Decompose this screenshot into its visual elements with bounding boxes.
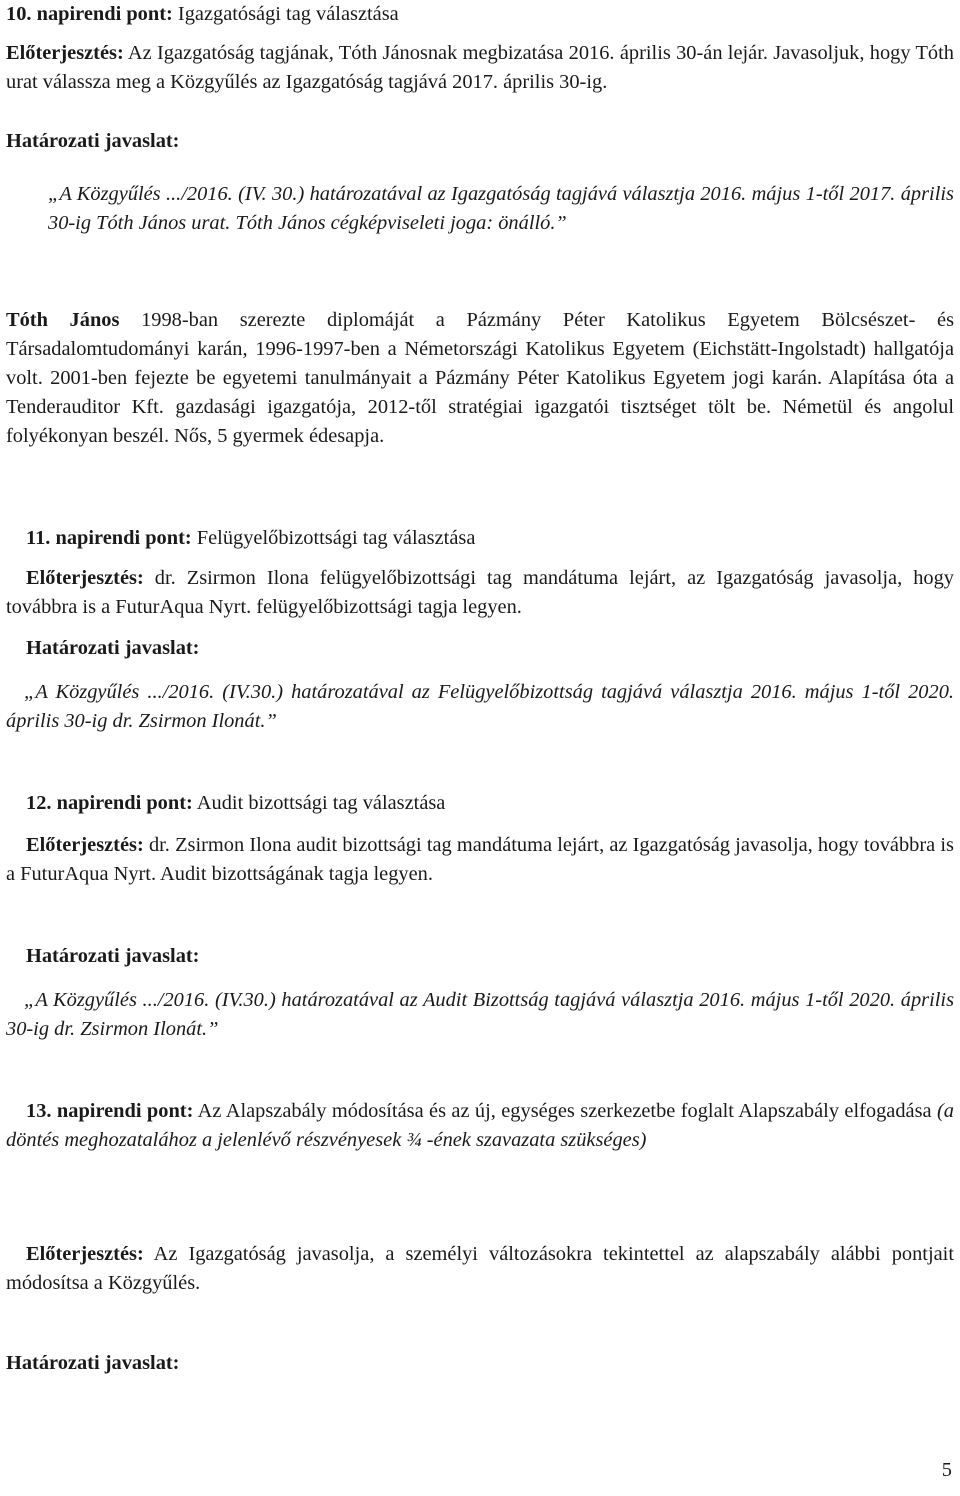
item13-proposal-text: Az Igazgatóság javasolja, a személyi változásokra tekintettel az alapszabály alábbi pontjait módosítsa a Közgyűlés. (6, 1243, 954, 1294)
item13-proposal-label: Előterjesztés: (26, 1243, 144, 1265)
item10-heading-label: napirendi pont: (36, 3, 173, 25)
item13-resolution-label: Határozati javaslat: (6, 1352, 180, 1374)
item13-heading-label: napirendi pont: (56, 1100, 194, 1122)
item12-heading-text: Audit bizottsági tag választása (196, 792, 446, 814)
item10-proposal-text: Az Igazgatóság tagjának, Tóth Jánosnak megbizatása 2016. április 30-án lejár. Javasoljuk, hogy Tóth urat válassza meg a Közgyűlés az Igazgatóság tagjává 2017. április 30-ig. (6, 42, 954, 93)
item10-number: 10. (6, 3, 32, 25)
item10-bio-name: Tóth János (6, 309, 120, 331)
item10-bio (6, 306, 954, 451)
item11-resolution-text: „A Közgyűlés .../2016. (IV.30.) határozatával az Felügyelőbizottság tagjává választja 2016. május 1-től 2020. április 30-ig dr. Zsirmon Ilonát.” (6, 681, 954, 732)
item12-proposal (6, 831, 954, 889)
item10-heading (6, 0, 954, 29)
item12-heading (6, 789, 954, 818)
item13-heading-text: Az Alapszabály módosítása és az új, egységes szerkezetbe foglalt Alapszabály elfogadása (197, 1100, 932, 1122)
item10-proposal (6, 39, 954, 97)
item12-resolution-label: Határozati javaslat: (26, 945, 200, 967)
item11-heading-label: napirendi pont: (55, 527, 192, 549)
item12-resolution-text: „A Közgyűlés .../2016. (IV.30.) határozatával az Audit Bizottság tagjává választja 2016. május 1-től 2020. április 30-ig dr. Zsirmon Ilonát.” (6, 989, 954, 1040)
item11-number: 11. (26, 527, 51, 549)
item11-resolution-label: Határozati javaslat: (26, 637, 200, 659)
item10-bio-text: 1998-ban szerezte diplomáját a Pázmány Péter Katolikus Egyetem Bölcsészet- és Társadalomtudományi karán, 1996-1997-ben a Németországi Katolikus Egyetem (Eichstätt-Ingolstadt) hallgatója volt. 2001-ben fejezte be egyetemi tanulmányait a Pázmány Péter Katolikus Egyetem jogi karán. Alapítása óta a Tenderauditor Kft. gazdasági igazgatója, 2012-től stratégiai igazgatói tisztséget tölt be. Németül és angolul folyékonyan beszél. Nős, 5 gyermek édesapja. (6, 309, 955, 447)
item12-proposal-text: dr. Zsirmon Ilona audit bizottsági tag mandátuma lejárt, az Igazgatóság javasolja, hogy továbbra is a FuturAqua Nyrt. Audit bizottságának tagja legyen. (6, 834, 954, 885)
item10-resolution-label: Határozati javaslat: (6, 130, 180, 152)
item12-heading-label: napirendi pont: (56, 792, 193, 814)
item10-proposal-label: Előterjesztés: (6, 42, 124, 64)
item10-resolution-text: „A Közgyűlés .../2016. (IV. 30.) határozatával az Igazgatóság tagjává választja 2016. május 1-től 2017. április 30-ig Tóth János urat. Tóth János cégképviseleti joga: önálló.” (48, 183, 954, 234)
item13-heading-note: (a döntés meghozatalához a jelenlévő részvényesek ¾ -ének szavazata szükséges) (6, 1100, 954, 1151)
item13-heading (6, 1097, 954, 1155)
item11-proposal (6, 564, 954, 622)
page-number: 5 (941, 1459, 952, 1481)
item12-proposal-label: Előterjesztés: (26, 834, 144, 856)
item11-heading-text: Felügyelőbizottsági tag választása (196, 527, 476, 549)
item11-proposal-text: dr. Zsirmon Ilona felügyelőbizottsági tag mandátuma lejárt, az Igazgatóság javasolja, hogy továbbra is a FuturAqua Nyrt. felügyelőbizottsági tagja legyen. (6, 567, 954, 618)
item11-proposal-label: Előterjesztés: (26, 567, 144, 589)
item11-heading (6, 524, 954, 553)
item13-number: 13. (26, 1100, 52, 1122)
item13-proposal (6, 1240, 954, 1298)
item10-heading-text: Igazgatósági tag választása (177, 3, 399, 25)
item12-number: 12. (26, 792, 52, 814)
